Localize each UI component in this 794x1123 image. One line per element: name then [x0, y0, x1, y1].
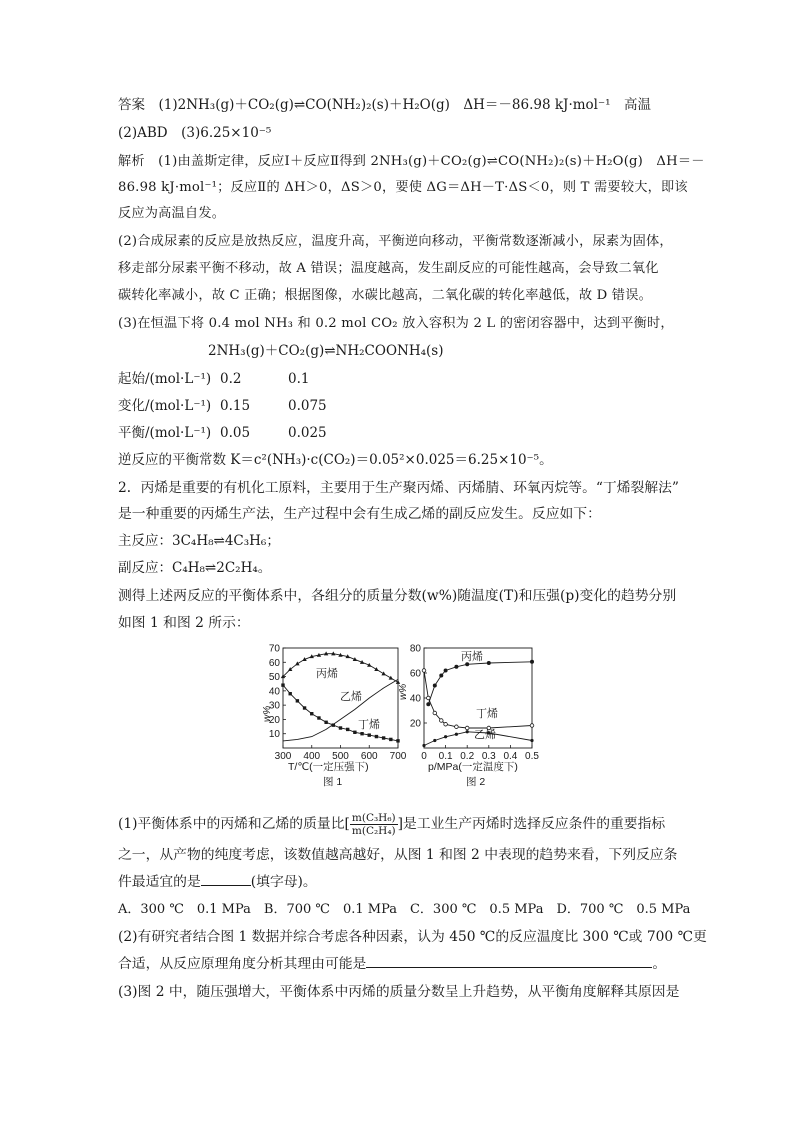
x-tick-label: 0.5 [525, 751, 539, 762]
data-point [389, 738, 392, 741]
fraction-denominator: m(C₂H₄) [351, 825, 396, 837]
row-change-label: 变化/(mol·L⁻¹) [118, 398, 212, 414]
data-point [422, 744, 425, 747]
data-point [454, 665, 458, 669]
y-tick-label: 80 [409, 643, 421, 655]
q2-sub1-line-3 [118, 873, 317, 891]
fig1-label-butene: 丁烯 [358, 719, 380, 731]
analysis-line-5: 移走部分尿素平衡不移动，故 A 错误；温度越高，发生副反应的可能性越高，会导致二氧化 [118, 261, 659, 276]
row-change-co2: 0.075 [288, 398, 327, 414]
data-point [324, 721, 327, 724]
x-tick-label: 0.2 [460, 751, 475, 762]
analysis-line-4: (2)合成尿素的反应是放热反应，温度升高，平衡逆向移动，平衡常数逐渐减小，尿素为固体， [118, 234, 673, 249]
figure-2-chart [396, 640, 546, 790]
y-tick-label: 70 [268, 643, 280, 655]
y-tick-label: 60 [409, 668, 421, 680]
data-point [382, 736, 385, 739]
data-point [374, 667, 378, 671]
data-point [389, 676, 393, 680]
sub1-pre: (1)平衡体系中的丙烯和乙烯的质量比[ [118, 816, 350, 832]
x-tick-label: 0.1 [438, 751, 453, 762]
data-point [422, 669, 426, 673]
q2-sub2-line-2 [118, 955, 666, 973]
fig1-label-ethylene: 乙烯 [340, 691, 362, 703]
data-point [353, 731, 356, 734]
data-point [487, 661, 491, 665]
row-eq-co2: 0.025 [288, 425, 327, 441]
data-point [427, 696, 431, 700]
data-point [310, 712, 313, 715]
q2-para-4: 如图 1 和图 2 所示： [118, 615, 250, 631]
y-tick-label: 10 [268, 729, 280, 741]
data-point [433, 739, 436, 742]
analysis-line-2: 86.98 kJ·mol⁻¹；反应Ⅱ的 ΔH＞0，ΔS＞0，要使 ΔG＝ΔH－T·ΔS＜0，则 T 需要较大，即该 [118, 180, 688, 195]
answer-line-1: 答案 (1)2NH₃(g)＋CO₂(g)⇌CO(NH₂)₂(s)＋H₂O(g) ΔH＝－86.98 kJ·mol⁻¹ 高温 [118, 97, 652, 113]
y-tick-label: 20 [268, 714, 280, 726]
q2-sub1-line-1 [118, 812, 665, 837]
data-point [433, 711, 437, 715]
q2-sub2-line-1: (2)有研究者结合图 1 数据并综合考虑各种因素，认为 450 ℃的反应温度比 300 ℃或 700 ℃更 [118, 929, 707, 945]
q2-para-1: 2．丙烯是重要的有机化工原料，主要用于生产聚丙烯、丙烯腈、环氧丙烷等。“丁烯裂解法” [118, 480, 679, 496]
data-point [444, 722, 448, 726]
x-tick-label: 400 [303, 751, 321, 762]
data-point [295, 661, 299, 665]
data-point [466, 730, 469, 733]
analysis-line-1: 解析 (1)由盖斯定律，反应Ⅰ＋反应Ⅱ得到 2NH₃(g)＋CO₂(g)⇌CO(NH₂)₂(s)＋H₂O(g) ΔH＝－ [118, 154, 705, 169]
data-point [439, 719, 443, 723]
sub2-l2a: 合适，从反应原理角度分析其理由可能是 [118, 956, 367, 972]
y-tick-label: 20 [409, 718, 421, 730]
y-tick-label: 40 [268, 686, 280, 698]
data-point [360, 732, 363, 735]
data-point [303, 706, 306, 709]
series-line-1 [283, 679, 398, 741]
row-start-co2: 0.1 [288, 371, 310, 387]
analysis-k: 逆反应的平衡常数 K＝c²(NH₃)·c(CO₂)＝0.05²×0.025＝6.25×10⁻⁵。 [118, 452, 553, 468]
fig1-caption: 图 1 [323, 776, 343, 788]
fig2-caption: 图 2 [466, 776, 486, 788]
fig2-label-butene: 丁烯 [476, 708, 498, 720]
x-tick-label: 300 [274, 751, 292, 762]
data-point [455, 733, 458, 736]
data-point [465, 726, 469, 730]
data-point [368, 733, 371, 736]
data-point [444, 669, 448, 673]
answer-blank-2[interactable] [366, 967, 652, 968]
q2-options: A．300 ℃ 0.1 MPa B．700 ℃ 0.1 MPa C．300 ℃ 0.5 MPa D．700 ℃ 0.5 MPa [118, 902, 691, 917]
data-point [288, 692, 291, 695]
fig2-label-propylene: 丙烯 [461, 651, 483, 663]
q2-para-2: 是一种重要的丙烯生产法，生产过程中会有生成乙烯的副反应发生。反应如下： [118, 506, 601, 522]
x-tick-label: 600 [360, 751, 378, 762]
data-point [444, 735, 447, 738]
q2-sub3-line-1: (3)图 2 中，随压强增大，平衡体系中丙烯的质量分数呈上升趋势，从平衡角度解释其原因是 [118, 984, 680, 1000]
sub1-post: ]是工业生产丙烯时选择反应条件的重要指标 [397, 816, 666, 832]
q2-sub1-line-2: 之一，从产物的纯度考虑，该数值越高越好，从图 1 和图 2 中表现的趋势来看，下列反应条 [118, 847, 678, 863]
fig1-ylabel: w% [262, 705, 273, 722]
row-eq-label: 平衡/(mol·L⁻¹) [118, 425, 212, 441]
sub2-l2b: 。 [652, 956, 667, 972]
data-point [281, 683, 284, 686]
series-line-0 [428, 662, 532, 705]
data-point [346, 728, 349, 731]
x-tick-label: 700 [389, 751, 407, 762]
q2-main-reaction: 主反应：3C₄H₈⇌4C₃H₆； [118, 533, 280, 549]
data-point [439, 674, 443, 678]
data-point [317, 716, 320, 719]
answer-blank-1[interactable] [201, 885, 251, 886]
sub1-l3b: (填字母)。 [250, 874, 317, 890]
data-point [296, 699, 299, 702]
data-point [455, 725, 459, 729]
data-point [530, 739, 533, 742]
series-line-0 [283, 654, 398, 683]
y-tick-label: 40 [409, 693, 421, 705]
data-point [530, 660, 534, 664]
fig1-xlabel: T/℃(一定压强下) [288, 761, 369, 773]
sub1-l3a: 件最适宜的是 [118, 874, 201, 890]
analysis-line-7: (3)在恒温下将 0.4 mol NH₃ 和 0.2 mol CO₂ 放入容积为 2 L 的密闭容器中，达到平衡时， [118, 316, 674, 331]
row-change-nh3: 0.15 [220, 398, 251, 414]
row-start-nh3: 0.2 [220, 371, 242, 387]
q2-side-reaction: 副反应：C₄H₈⇌2C₂H₄。 [118, 560, 272, 576]
figure-1-chart [258, 640, 408, 790]
data-point [375, 735, 378, 738]
x-tick-label: 0 [421, 751, 427, 762]
fig2-ylabel: w% [398, 683, 409, 700]
x-tick-label: 500 [332, 751, 349, 762]
row-eq-nh3: 0.05 [220, 425, 251, 441]
data-point [426, 702, 430, 706]
fraction-numerator: m(C₃H₆) [351, 812, 396, 824]
y-tick-label: 50 [268, 672, 280, 684]
q2-para-3: 测得上述两反应的平衡体系中，各组分的质量分数(w%)随温度(T)和压强(p)变化的趋势分别 [118, 588, 677, 604]
fig2-xlabel: p/MPa(一定温度下) [428, 761, 518, 773]
y-tick-label: 60 [268, 657, 280, 669]
fig1-label-propylene: 丙烯 [316, 668, 338, 680]
answer-line-2: (2)ABD (3)6.25×10⁻⁵ [118, 125, 272, 141]
data-point [339, 726, 342, 729]
data-point [332, 723, 335, 726]
analysis-line-3: 反应为高温自发。 [118, 206, 226, 221]
analysis-line-6: 碳转化率减小，故 C 正确；根据图像，水碳比越高，二氧化碳的转化率越低，故 D 错误。 [118, 288, 652, 303]
data-point [433, 684, 437, 688]
data-point [381, 671, 385, 675]
x-tick-label: 0.3 [481, 751, 496, 762]
analysis-equation: 2NH₃(g)＋CO₂(g)⇌NH₂COONH₄(s) [208, 343, 444, 359]
data-point [530, 724, 534, 728]
x-tick-label: 0.4 [503, 751, 518, 762]
mass-ratio-fraction [350, 812, 398, 837]
y-tick-label: 30 [268, 700, 280, 712]
row-start-label: 起始/(mol·L⁻¹) [118, 371, 212, 387]
fig2-label-ethylene: 乙烯 [474, 729, 496, 741]
